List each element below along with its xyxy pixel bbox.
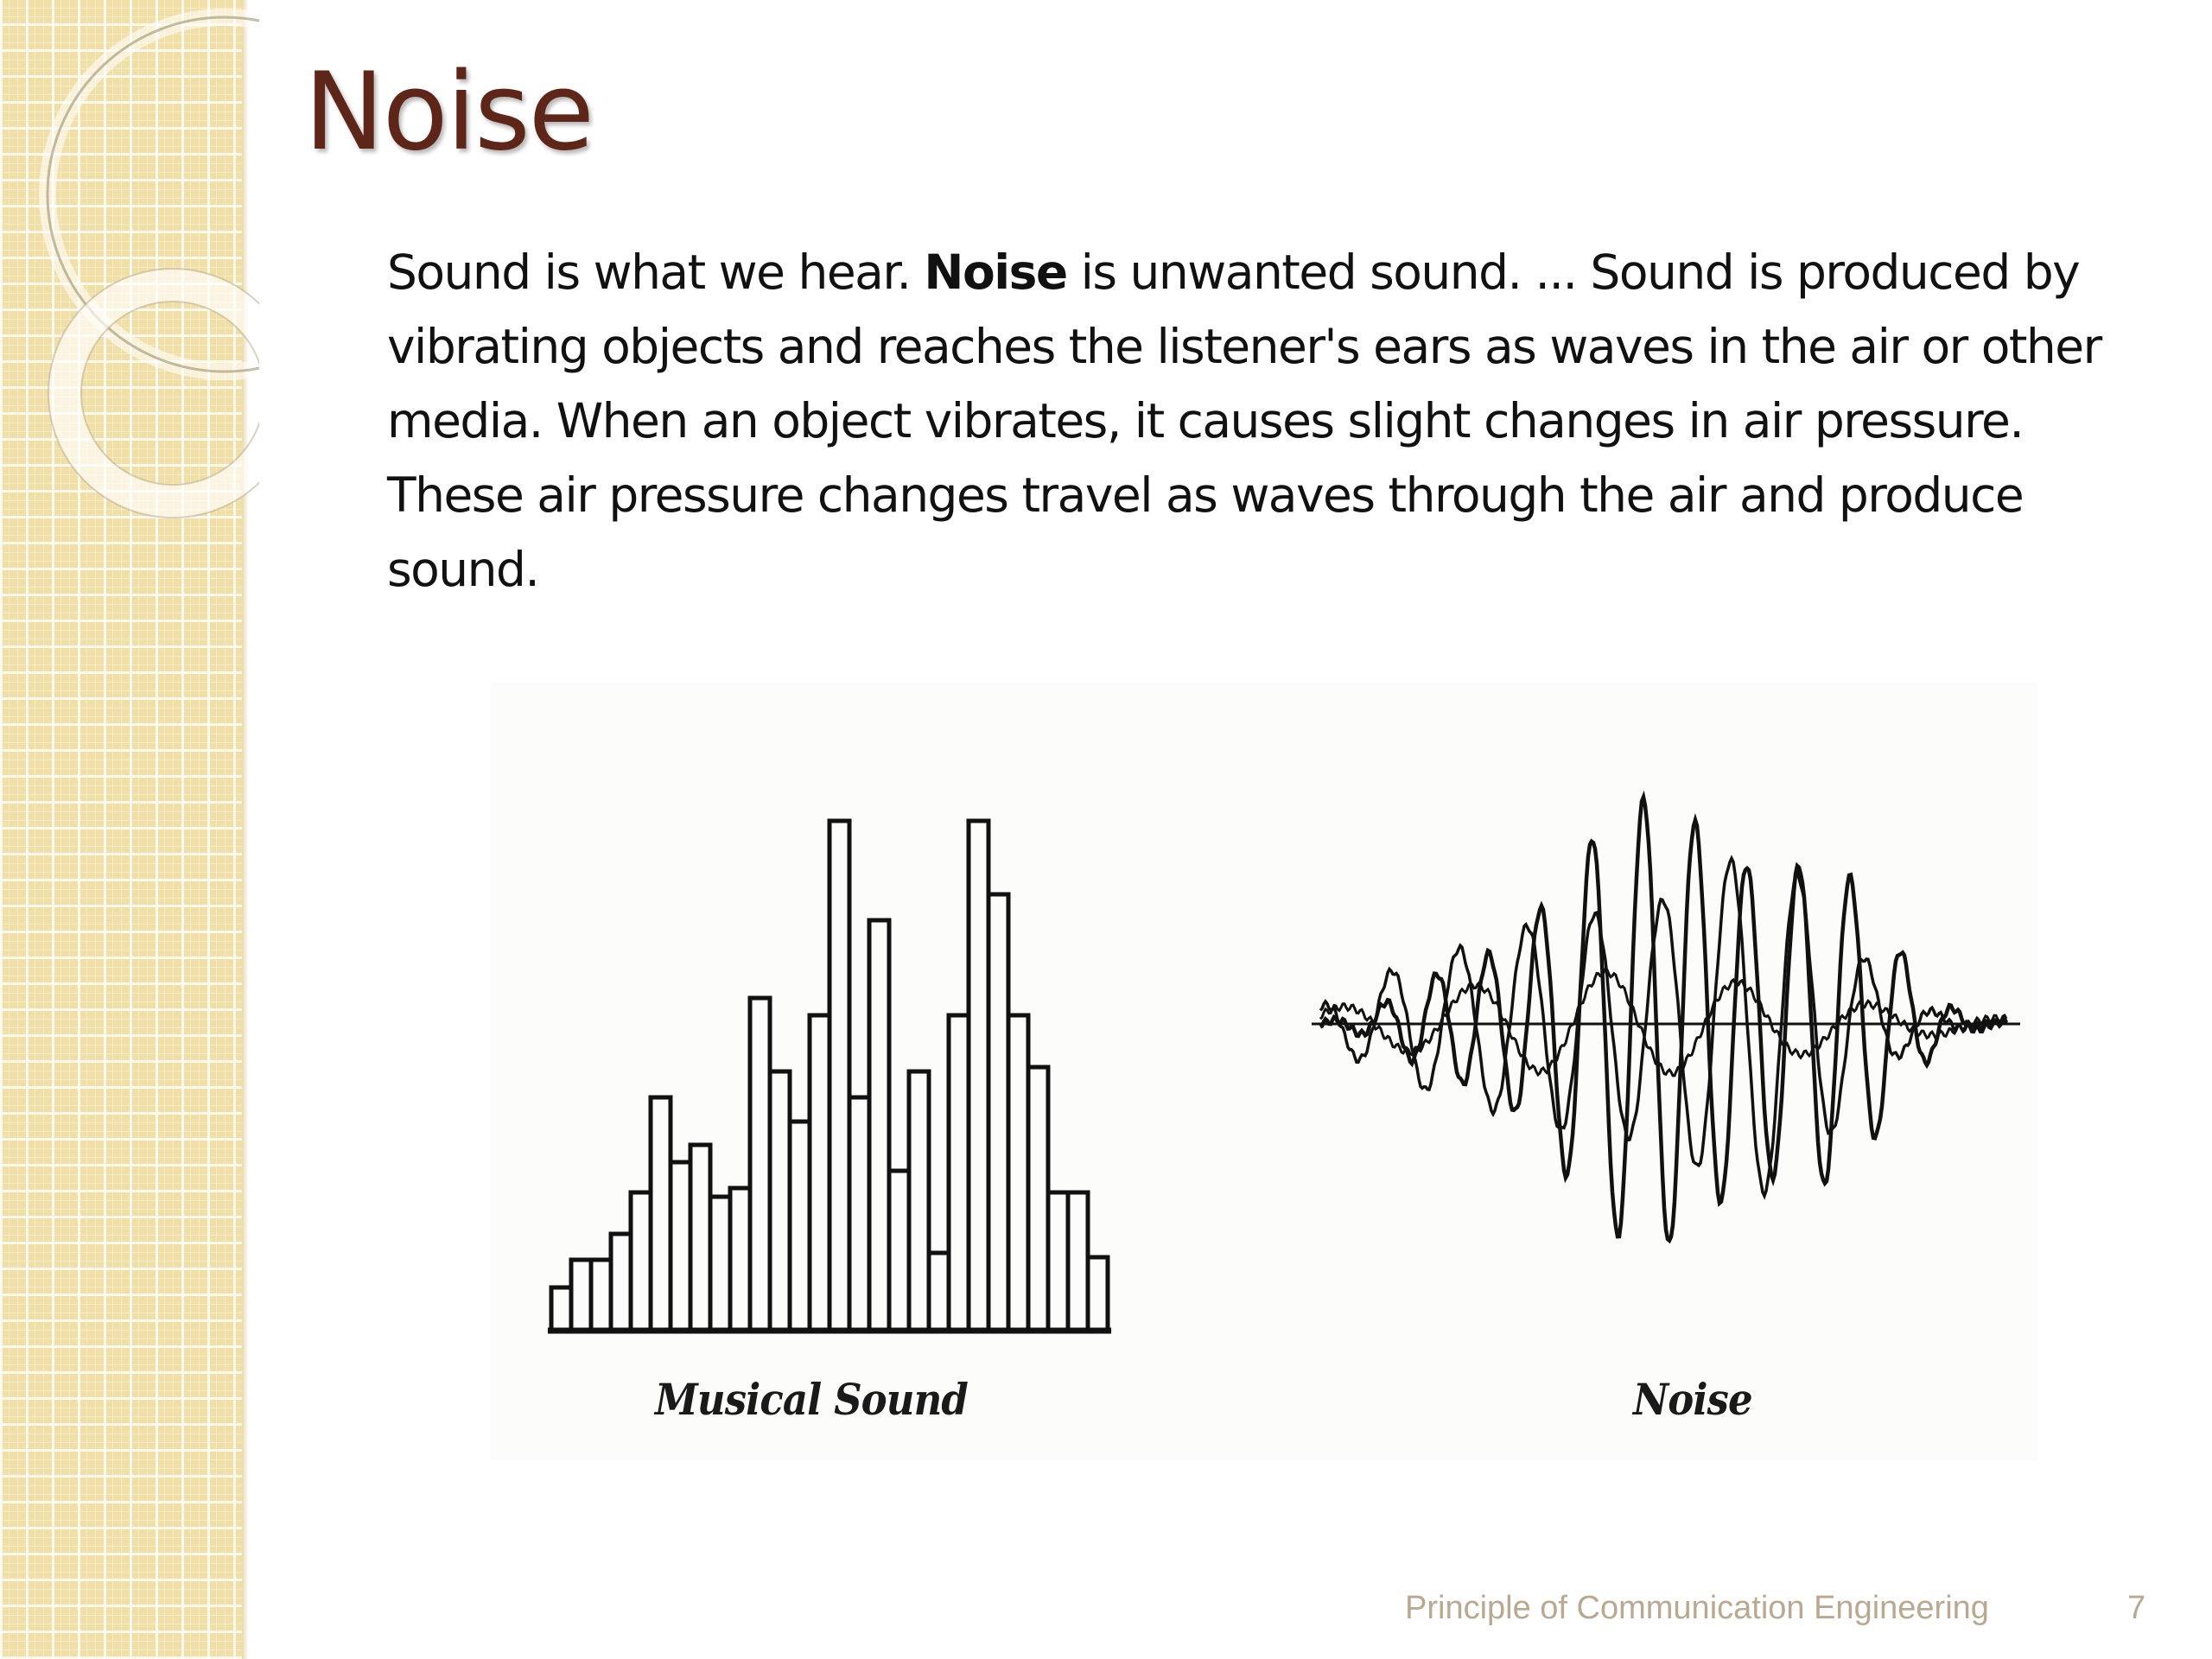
histogram-bar	[790, 1122, 810, 1331]
histogram-bar	[1068, 1192, 1088, 1331]
body-text-intro: Sound is what we hear.	[387, 245, 925, 300]
body-text-bold-term: Noise	[924, 245, 1067, 300]
body-paragraph	[387, 235, 2150, 607]
histogram-bar	[949, 1015, 969, 1331]
histogram-bar	[1088, 1257, 1108, 1331]
histogram-bar	[551, 1287, 571, 1331]
figure-graphic	[491, 683, 2037, 1460]
histogram-bar	[810, 1015, 830, 1331]
histogram-bar	[730, 1188, 750, 1331]
slide-page-number: 7	[2127, 1590, 2146, 1626]
footer-course-name: Principle of Communication Engineering	[1405, 1590, 1989, 1626]
histogram-bar	[750, 998, 770, 1331]
body-text-rest: is unwanted sound. ... Sound is produced by vibrating objects and reaches the listener's ears as waves in the air or other media. When an object vibrates, it causes slight changes in air pressure. These air pressure changes travel as waves through the air and produce sound.	[387, 245, 2101, 597]
histogram-bar	[889, 1171, 909, 1331]
histogram-bar	[1008, 1015, 1028, 1331]
musical-sound-caption: Musical Sound	[655, 1374, 968, 1425]
histogram-bar	[1048, 1192, 1068, 1331]
slide-title: Noise	[304, 50, 593, 175]
musical-sound-histogram	[548, 821, 1111, 1331]
histogram-bar	[929, 1253, 949, 1331]
noise-waveform	[1312, 798, 2020, 1241]
histogram-bar	[909, 1071, 929, 1331]
histogram-bar	[830, 821, 849, 1331]
noise-wave-line	[1320, 798, 2006, 1241]
noise-caption: Noise	[1633, 1374, 1752, 1425]
histogram-bar	[571, 1260, 591, 1331]
histogram-bar	[869, 920, 889, 1331]
histogram-bar	[690, 1145, 710, 1331]
histogram-bar	[849, 1097, 869, 1331]
histogram-bar	[988, 894, 1008, 1331]
sound-vs-noise-figure	[491, 683, 2037, 1460]
histogram-bar	[710, 1197, 730, 1331]
histogram-bar	[651, 1097, 671, 1331]
histogram-bar	[770, 1071, 790, 1331]
decorative-rings-icon	[0, 0, 259, 605]
histogram-bar	[611, 1234, 631, 1331]
histogram-bar	[1028, 1067, 1048, 1331]
histogram-bar	[631, 1192, 651, 1331]
histogram-bar	[671, 1162, 690, 1331]
histogram-bar	[591, 1260, 611, 1331]
histogram-bar	[969, 821, 988, 1331]
